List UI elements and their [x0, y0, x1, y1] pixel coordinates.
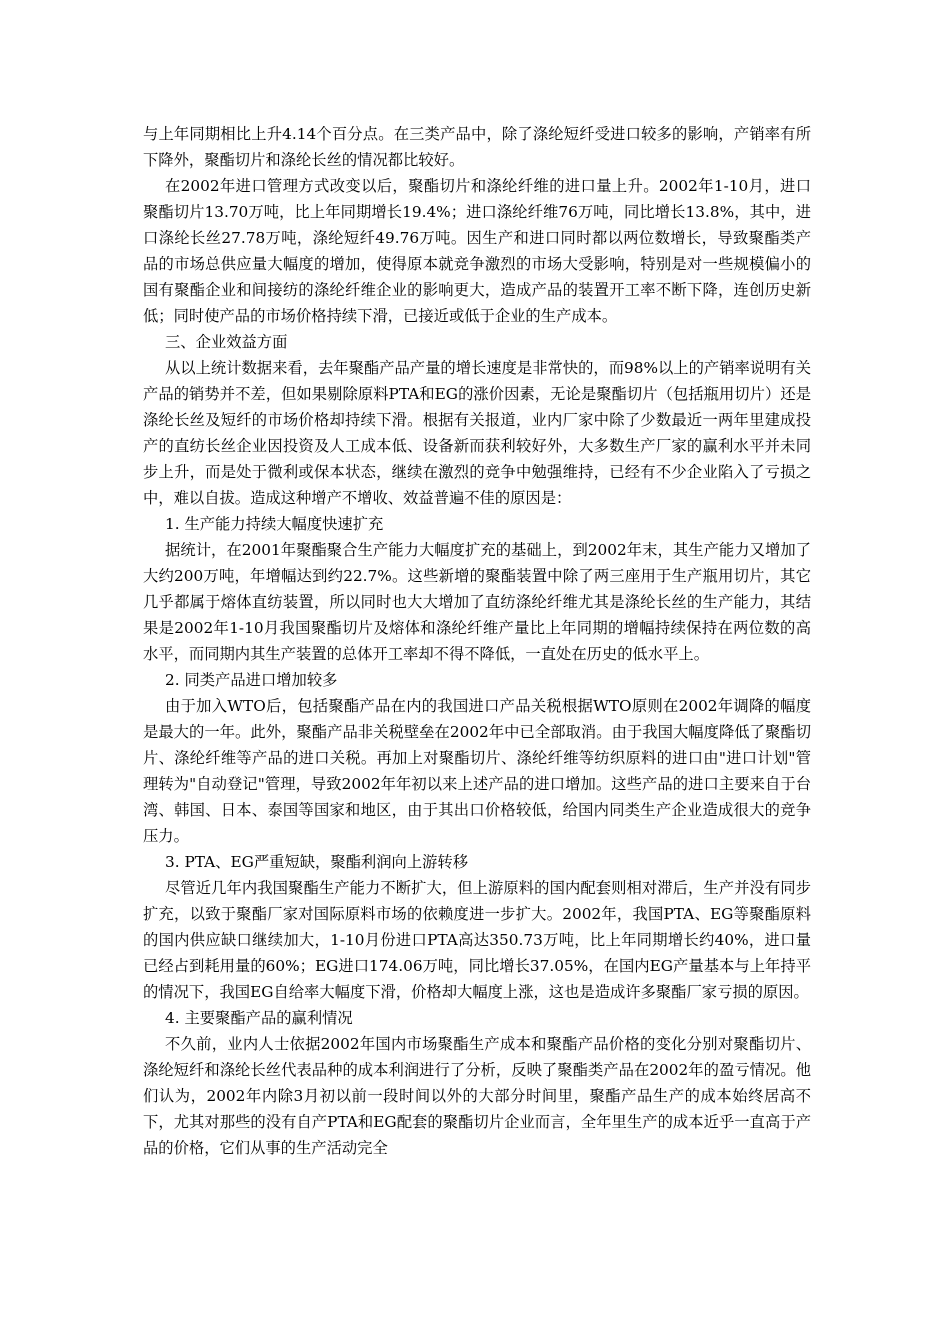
- paragraph-raw-material-shortage: 尽管近几年内我国聚酯生产能力不断扩大，但上游原料的国内配套则相对滞后，生产并没有同步扩充，以致于聚酯厂家对国际原料市场的依赖度进一步扩大。2002年，我国PTA、EG等聚酯原料的国内供应缺口继续加大，1-10月份进口PTA高达350.73万吨，比上年同期增长约40%，进口量已经占到耗用量的60%；EG进口174.06万吨，同比增长37.05%，在国内EG产量基本与上年持平的情况下，我国EG自给率大幅度下滑，价格却大幅度上涨，这也是造成许多聚酯厂家亏损的原因。: [143, 879, 811, 1001]
- subheading-profitability: 4. 主要聚酯产品的赢利情况: [165, 1009, 353, 1027]
- paragraph-capacity-expansion: 据统计，在2001年聚酯聚合生产能力大幅度扩充的基础上，到2002年末，其生产能力又增加了大约200万吨，年增幅达到约22.7%。这些新增的聚酯装置中除了两三座用于生产瓶用切片，其它几乎都属于熔体直纺装置，所以同时也大大增加了直纺涤纶纤维尤其是涤纶长丝的生产能力，其结果是2002年1-10月我国聚酯切片及熔体和涤纶纤维产量比上年同期的增幅持续保持在两位数的高水平，而同期内其生产装置的总体开工率却不得不降低，一直处在历史的低水平上。: [143, 541, 811, 663]
- section-heading-benefits: 三、企业效益方面: [165, 333, 288, 351]
- document-body: [143, 121, 811, 1161]
- subheading-capacity-expansion: 1. 生产能力持续大幅度快速扩充: [165, 515, 384, 533]
- paragraph-continuation: 与上年同期相比上升4.14个百分点。在三类产品中，除了涤纶短纤受进口较多的影响，产销率有所下降外，聚酯切片和涤纶长丝的情况都比较好。: [143, 125, 811, 169]
- paragraph-imports-increase: 由于加入WTO后，包括聚酯产品在内的我国进口产品关税根据WTO原则在2002年调降的幅度是最大的一年。此外，聚酯产品非关税壁垒在2002年中已全部取消。由于我国大幅度降低了聚酯切片、涤纶纤维等产品的进口关税。再加上对聚酯切片、涤纶纤维等纺织原料的进口由"进口计划"管理转为"自动登记"管理，导致2002年年初以来上述产品的进口增加。这些产品的进口主要来自于台湾、韩国、日本、泰国等国家和地区，由于其出口价格较低，给国内同类生产企业造成很大的竞争压力。: [143, 697, 811, 845]
- paragraph-import-volume: 在2002年进口管理方式改变以后，聚酯切片和涤纶纤维的进口量上升。2002年1-10月，进口聚酯切片13.70万吨，比上年同期增长19.4%；进口涤纶纤维76万吨，同比增长13.8%，其中，进口涤纶长丝27.78万吨，涤纶短纤49.76万吨。因生产和进口同时都以两位数增长，导致聚酯类产品的市场总供应量大幅度的增加，使得原本就竞争激烈的市场大受影响，特别是对一些规模偏小的国有聚酯企业和间接纺的涤纶纤维企业的影响更大，造成产品的装置开工率不断下降，连创历史新低；同时使产品的市场价格持续下滑，已接近或低于企业的生产成本。: [143, 177, 811, 325]
- subheading-imports-increase: 2. 同类产品进口增加较多: [165, 671, 338, 689]
- subheading-raw-material-shortage: 3. PTA、EG严重短缺，聚酯利润向上游转移: [165, 853, 469, 871]
- paragraph-statistics-analysis: 从以上统计数据来看，去年聚酯产品产量的增长速度是非常快的，而98%以上的产销率说明有关产品的销势并不差，但如果剔除原料PTA和EG的涨价因素，无论是聚酯切片（包括瓶用切片）还是涤纶长丝及短纤的市场价格却持续下滑。根据有关报道，业内厂家中除了少数最近一两年里建成投产的直纺长丝企业因投资及人工成本低、设备新而获利较好外，大多数生产厂家的赢利水平并未同步上升，而是处于微利或保本状态，继续在激烈的竞争中勉强维持，已经有不少企业陷入了亏损之中，难以自拔。造成这种增产不增收、效益普遍不佳的原因是：: [143, 359, 811, 507]
- paragraph-profitability: 不久前，业内人士依据2002年国内市场聚酯生产成本和聚酯产品价格的变化分别对聚酯切片、涤纶短纤和涤纶长丝代表品种的成本利润进行了分析，反映了聚酯类产品在2002年的盈亏情况。他们认为，2002年内除3月初以前一段时间以外的大部分时间里，聚酯产品生产的成本始终居高不下，尤其对那些的没有自产PTA和EG配套的聚酯切片企业而言，全年里生产的成本近乎一直高于产品的价格，它们从事的生产活动完全: [143, 1035, 811, 1157]
